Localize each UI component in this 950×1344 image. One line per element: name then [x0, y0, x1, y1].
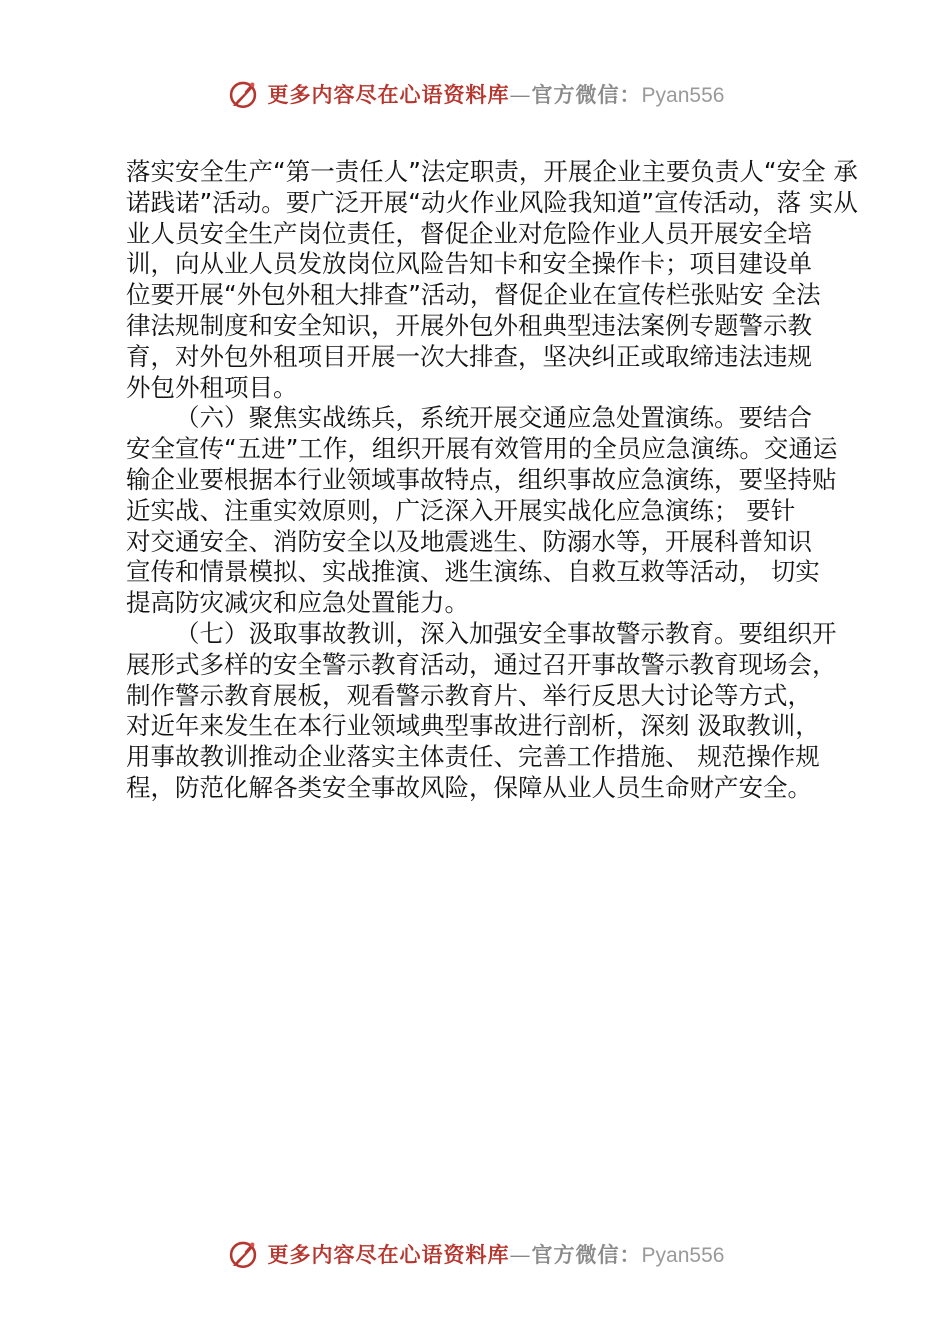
text-line: 安全宣传“五进”工作，组织开展有效管用的全员应急演练。交通运 [126, 434, 838, 464]
text-line: 业人员安全生产岗位责任，督促企业对危险作业人员开展安全培 [126, 218, 812, 248]
header-watermark-text [268, 79, 725, 109]
text-line: 训，向从业人员发放岗位风险告知卡和安全操作卡；项目建设单 [126, 249, 812, 279]
section-heading-seven: （七）汲取事故教训，深入加强安全事故警示教育。要组织开 [175, 618, 837, 648]
section-heading-six: （六）聚焦实战练兵，系统开展交通应急处置演练。要结合 [175, 403, 812, 433]
text-line: 育，对外包外租项目开展一次大排查，坚决纠正或取缔违法违规 [126, 341, 812, 371]
text-line: 落实安全生产“第一责任人”法定职责，开展企业主要负责人“安全 承 [126, 157, 858, 186]
text-line: 用事故教训推动企业落实主体责任、完善工作措施、 规范操作规 [126, 742, 820, 772]
header-brand: 更多内容尽在心语资料库 [267, 82, 510, 107]
header-watermark [0, 72, 950, 116]
text-line: 律法规制度和安全知识，开展外包外租典型违法案例专题警示教 [126, 310, 812, 340]
footer-dash: — [509, 1243, 532, 1267]
header-wechat-id: Pyan556 [641, 84, 725, 107]
text-line: 诺践诺”活动。要广泛开展“动火作业风险我知道”宣传活动，落 实从 [126, 187, 858, 217]
text-line: 宣传和情景模拟、实战推演、逃生演练、自救互救等活动， 切实 [126, 557, 820, 587]
footer-watermark [0, 1232, 950, 1276]
footer-watermark-text [268, 1239, 725, 1269]
quill-circle-logo-icon [226, 1237, 260, 1271]
text-line: 外包外租项目。 [126, 372, 298, 402]
text-line: 对交通安全、消防安全以及地震逃生、防溺水等，开展科普知识 [126, 526, 812, 556]
footer-wechat-label: 官方微信： [531, 1242, 642, 1267]
text-line: 程，防范化解各类安全事故风险，保障从业人员生命财产安全。 [126, 772, 812, 802]
text-line: 近实战、注重实效原则，广泛深入开展实战化应急演练； 要针 [126, 495, 796, 525]
text-line: 输企业要根据本行业领域事故特点，组织事故应急演练，要坚持贴 [126, 464, 837, 494]
header-wechat-label: 官方微信： [531, 82, 642, 107]
text-line: 制作警示教育展板，观看警示教育片、举行反思大讨论等方式， [126, 680, 812, 710]
header-dash: — [509, 83, 532, 107]
footer-wechat-id: Pyan556 [641, 1244, 725, 1267]
text-line: 对近年来发生在本行业领域典型事故进行剖析，深刻 汲取教训， [126, 711, 820, 741]
quill-circle-logo-icon [226, 77, 260, 111]
text-line: 位要开展“外包外租大排查”活动，督促企业在宣传栏张贴安 全法 [126, 280, 821, 310]
text-line: 展形式多样的安全警示教育活动，通过召开事故警示教育现场会， [126, 649, 837, 679]
footer-brand: 更多内容尽在心语资料库 [267, 1242, 510, 1267]
document-body [126, 157, 866, 804]
text-line: 提高防灾减灾和应急处置能力。 [126, 588, 469, 618]
